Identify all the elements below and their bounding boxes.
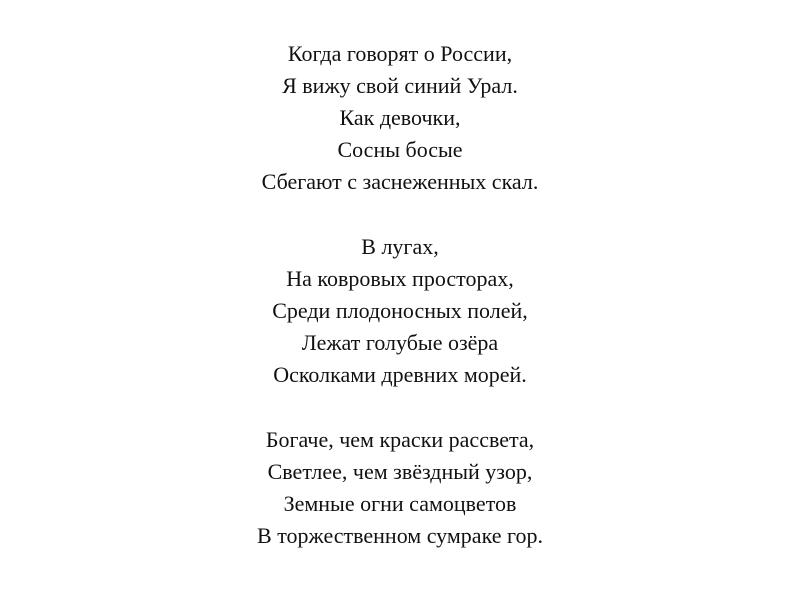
stanza-3 (0, 424, 800, 552)
poem-line: Когда говорят о России, (287, 41, 513, 66)
poem-line: На ковровых просторах, (286, 266, 514, 291)
poem-line: Светлее, чем звёздный узор, (267, 459, 533, 484)
poem-line: Богаче, чем краски рассвета, (265, 427, 535, 452)
poem-line: Сбегают с заснеженных скал. (261, 169, 539, 194)
poem-line: Как девочки, (339, 105, 461, 130)
stanza-2 (0, 231, 800, 391)
poem-line: Лежат голубые озёра (301, 330, 499, 355)
poem-line: Осколками древних морей. (273, 362, 527, 387)
poem-text (0, 38, 800, 585)
poem-line: В торжественном сумраке гор. (257, 523, 543, 548)
poem-line: Я вижу свой синий Урал. (282, 73, 518, 98)
poem-line: Среди плодоносных полей, (272, 298, 528, 323)
poem-line: В лугах, (361, 234, 439, 259)
poem-line: Сосны босые (337, 137, 463, 162)
stanza-1 (0, 38, 800, 198)
poem-line: Земные огни самоцветов (283, 491, 517, 516)
